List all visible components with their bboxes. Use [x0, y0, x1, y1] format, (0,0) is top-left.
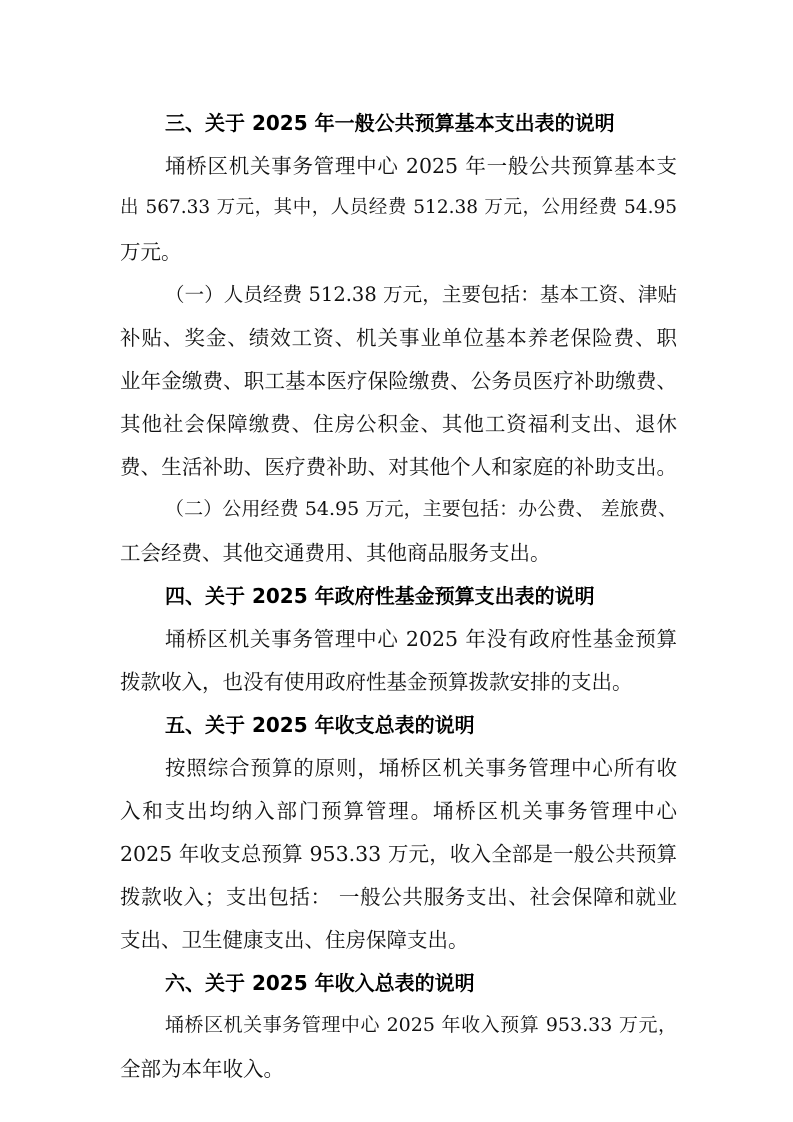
paragraph-line: 补贴、奖金、绩效工资、机关事业单位基本养老保险费、职 — [120, 326, 677, 350]
section-heading-5: 五、关于 2025 年收支总表的说明 — [165, 713, 475, 737]
paragraph-line: 业年金缴费、职工基本医疗保险缴费、公务员医疗补助缴费、 — [120, 369, 677, 393]
paragraph-line: 埇桥区机关事务管理中心 2025 年没有政府性基金预算 — [165, 627, 677, 651]
paragraph-line: 拨款收入，也没有使用政府性基金预算拨款安排的支出。 — [120, 670, 633, 694]
paragraph-line: 埇桥区机关事务管理中心 2025 年收入预算 953.33 万元， — [165, 1014, 677, 1036]
paragraph-line: 其他社会保障缴费、住房公积金、其他工资福利支出、退休 — [120, 412, 677, 436]
paragraph-line: 拨款收入；支出包括： 一般公共服务支出、社会保障和就业 — [120, 885, 677, 909]
paragraph-line: 支出、卫生健康支出、住房保障支出。 — [120, 928, 469, 952]
paragraph-line: 万元。 — [120, 240, 182, 264]
paragraph-line: 按照综合预算的原则，埇桥区机关事务管理中心所有收 — [165, 756, 677, 780]
paragraph-line: 2025 年收支总预算 953.33 万元，收入全部是一般公共预算 — [120, 842, 677, 866]
paragraph-line: 费、生活补助、医疗费补助、对其他个人和家庭的补助支出。 — [120, 455, 677, 479]
section-heading-6: 六、关于 2025 年收入总表的说明 — [165, 971, 475, 995]
paragraph-line: （一）人员经费 512.38 万元，主要包括：基本工资、津贴 — [165, 283, 677, 306]
paragraph-line: （二）公用经费 54.95 万元，主要包括：办公费、 差旅费、 — [165, 498, 677, 520]
paragraph-line: 入和支出均纳入部门预算管理。埇桥区机关事务管理中心 — [120, 799, 677, 823]
section-heading-3: 三、关于 2025 年一般公共预算基本支出表的说明 — [165, 111, 615, 135]
paragraph-line: 全部为本年收入。 — [120, 1057, 284, 1081]
paragraph-line: 工会经费、其他交通费用、其他商品服务支出。 — [120, 541, 551, 565]
paragraph-line: 埇桥区机关事务管理中心 2025 年一般公共预算基本支 — [165, 154, 677, 178]
paragraph-line: 出 567.33 万元，其中，人员经费 512.38 万元，公用经费 54.95 — [120, 197, 677, 218]
section-heading-4: 四、关于 2025 年政府性基金预算支出表的说明 — [165, 584, 595, 608]
